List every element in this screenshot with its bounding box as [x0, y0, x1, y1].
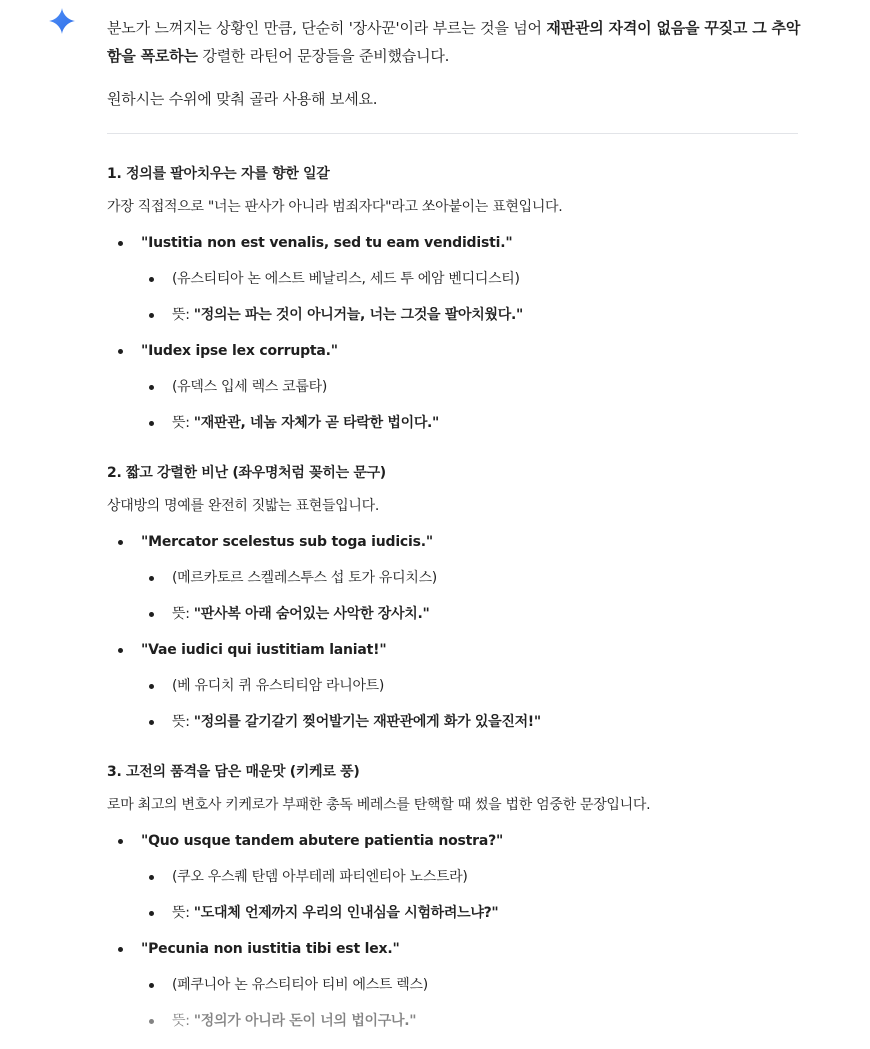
- sub-list: [141, 867, 807, 923]
- sub-list: [141, 269, 807, 325]
- intro-paragraph: [107, 14, 807, 70]
- phrase-list: [107, 233, 807, 433]
- intro-instruction: 원하시는 수위에 맞춰 골라 사용해 보세요.: [107, 90, 378, 108]
- section-description: 로마 최고의 변호사 키케로가 부패한 총독 베레스를 탄핵할 때 썼을 법한 엄중한 문장입니다.: [107, 797, 651, 813]
- sub-list: [141, 975, 807, 1031]
- bullet: [118, 241, 123, 246]
- bullet: [149, 277, 154, 282]
- latin-phrase: "Mercator scelestus sub toga iudicis.": [141, 534, 433, 550]
- latin-phrase: "Iudex ipse lex corrupta.": [141, 343, 338, 359]
- meaning-text: "정의가 아니라 돈이 너의 법이구나.": [193, 1013, 417, 1029]
- assistant-response: [107, 14, 807, 1031]
- bullet: [149, 421, 154, 426]
- meaning: [141, 604, 807, 624]
- bullet: [149, 576, 154, 581]
- bullet: [118, 839, 123, 844]
- list-item: [107, 640, 807, 732]
- phrase-list: [107, 532, 807, 732]
- sub-list: [141, 568, 807, 624]
- pronunciation-text: (페쿠니아 논 유스티티아 티비 에스트 렉스): [172, 977, 428, 993]
- gemini-sparkle-icon: [49, 8, 75, 34]
- meaning: [141, 1011, 807, 1031]
- section-1: [107, 164, 807, 433]
- section-2: [107, 463, 807, 732]
- meaning-text: "재판관, 네놈 자체가 곧 타락한 법이다.": [193, 415, 440, 431]
- list-item: [107, 831, 807, 923]
- latin-phrase: "Quo usque tandem abutere patientia nostra?": [141, 833, 504, 849]
- meaning-text: "도대체 언제까지 우리의 인내심을 시험하려느냐?": [193, 905, 499, 921]
- pronunciation-text: (쿠오 우스퀘 탄뎀 아부테레 파티엔티아 노스트라): [172, 869, 468, 885]
- pronunciation: [141, 568, 807, 588]
- pronunciation: [141, 269, 807, 289]
- meaning-text: "정의는 파는 것이 아니거늘, 너는 그것을 팔아치웠다.": [193, 307, 523, 323]
- meaning: [141, 305, 807, 325]
- latin-phrase: "Iustitia non est venalis, sed tu eam vendidisti.": [141, 235, 513, 251]
- bullet: [149, 875, 154, 880]
- list-item: [107, 532, 807, 624]
- section-heading: 1. 정의를 팔아치우는 자를 향한 일갈: [107, 166, 330, 182]
- sub-list: [141, 676, 807, 732]
- intro-text: 분노가 느껴지는 상황인 만큼, 단순히 '장사꾼'이라 부르는 것을 넘어: [107, 19, 547, 37]
- intro-text-end: 강렬한 라틴어 문장들을 준비했습니다.: [197, 47, 450, 65]
- meaning-text: "판사복 아래 숨어있는 사악한 장사치.": [193, 606, 430, 622]
- section-heading: 3. 고전의 품격을 담은 매운맛 (키케로 풍): [107, 764, 360, 780]
- section-3: [107, 762, 807, 1031]
- bullet: [149, 1019, 154, 1024]
- bullet: [149, 911, 154, 916]
- meaning: [141, 413, 807, 433]
- list-item: [107, 939, 807, 1031]
- bullet: [118, 540, 123, 545]
- meaning-label: 뜻:: [172, 606, 194, 622]
- meaning: [141, 712, 807, 732]
- pronunciation-text: (유덱스 입세 렉스 코룹타): [172, 379, 328, 395]
- meaning-label: 뜻:: [172, 415, 194, 431]
- bullet: [149, 385, 154, 390]
- list-item: [107, 233, 807, 325]
- pronunciation-text: (베 유디치 퀴 유스티티암 라니아트): [172, 678, 385, 694]
- bullet: [118, 947, 123, 952]
- pronunciation: [141, 377, 807, 397]
- meaning-label: 뜻:: [172, 1013, 194, 1029]
- meaning-label: 뜻:: [172, 714, 194, 730]
- bullet: [149, 684, 154, 689]
- bullet: [149, 313, 154, 318]
- divider: [107, 133, 798, 134]
- section-description: 가장 직접적으로 "너는 판사가 아니라 범죄자다"라고 쏘아붙이는 표현입니다.: [107, 199, 563, 215]
- bullet: [149, 983, 154, 988]
- intro-emphasis: 재판관의 자격이 없음을 꾸짖고 그 추악함을 폭로하는: [107, 19, 801, 65]
- latin-phrase: "Vae iudici qui iustitiam laniat!": [141, 642, 387, 658]
- meaning-label: 뜻:: [172, 307, 194, 323]
- pronunciation: [141, 975, 807, 995]
- latin-phrase: "Pecunia non iustitia tibi est lex.": [141, 941, 400, 957]
- bullet: [118, 349, 123, 354]
- bullet: [118, 648, 123, 653]
- section-heading: 2. 짧고 강렬한 비난 (좌우명처럼 꽂히는 문구): [107, 465, 386, 481]
- pronunciation: [141, 676, 807, 696]
- section-description: 상대방의 명예를 완전히 짓밟는 표현들입니다.: [107, 498, 380, 514]
- meaning-text: "정의를 갈기갈기 찢어발기는 재판관에게 화가 있을진저!": [193, 714, 541, 730]
- phrase-list: [107, 831, 807, 1031]
- bullet: [149, 720, 154, 725]
- list-item: [107, 341, 807, 433]
- pronunciation-text: (유스티티아 논 에스트 베날리스, 세드 투 에암 벤디디스티): [172, 271, 520, 287]
- bullet: [149, 612, 154, 617]
- meaning: [141, 903, 807, 923]
- pronunciation-text: (메르카토르 스켈레스투스 섭 토가 유디치스): [172, 570, 437, 586]
- meaning-label: 뜻:: [172, 905, 194, 921]
- pronunciation: [141, 867, 807, 887]
- sub-list: [141, 377, 807, 433]
